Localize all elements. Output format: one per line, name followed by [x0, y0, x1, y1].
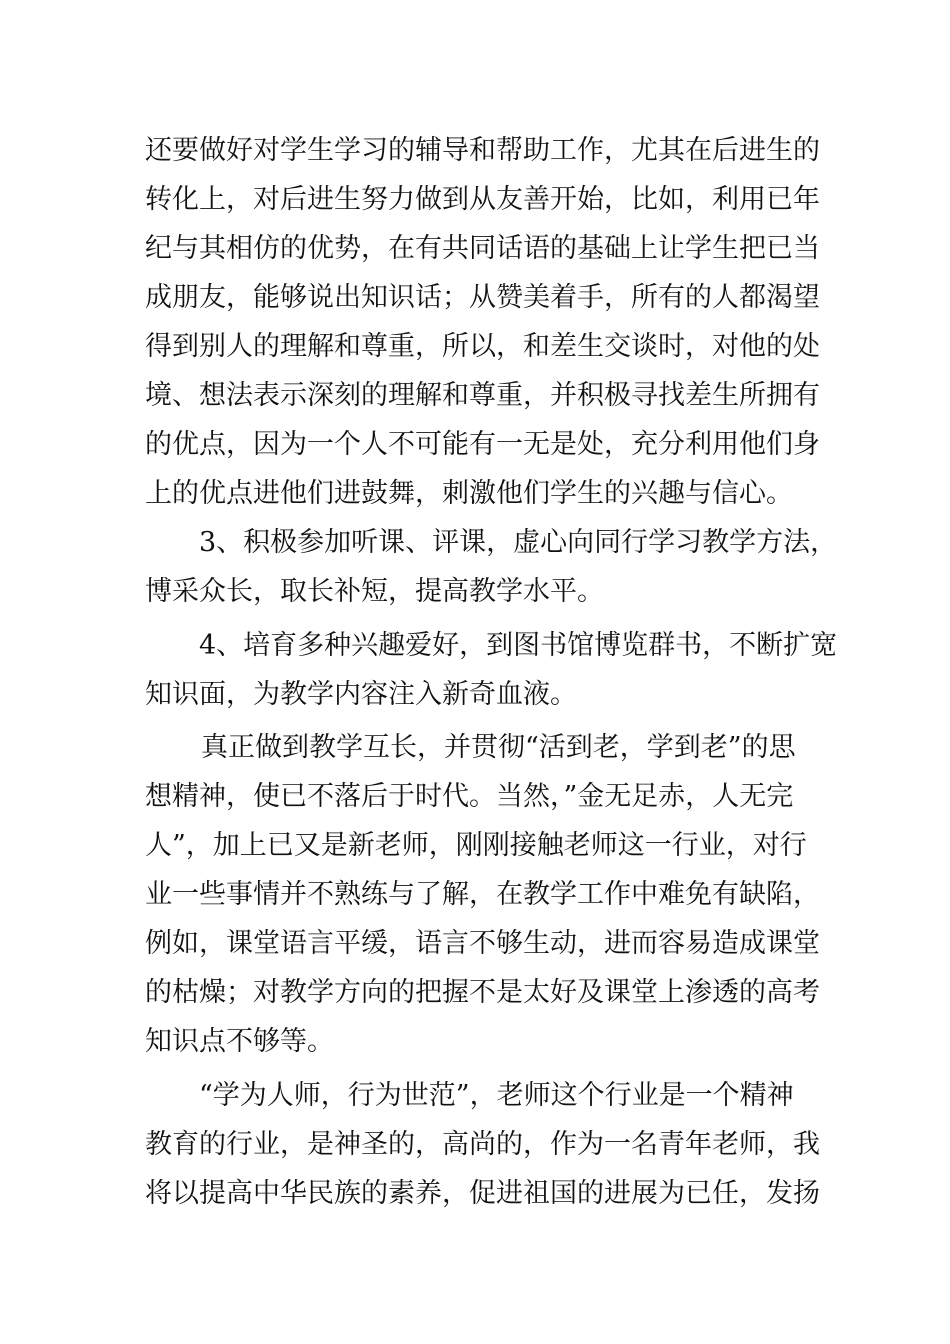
paragraph-5-line-3: 将以提高中华民族的素养，促进祖国的进展为已任，发扬	[145, 1178, 820, 1209]
paragraph-1-line-1: 还要做好对学生学习的辅导和帮助工作，尤其在后进生的	[145, 135, 820, 166]
paragraph-4-line-1: 真正做到教学互长，并贯彻“活到老，学到老”的思	[201, 732, 796, 763]
paragraph-1-line-2: 转化上，对后进生努力做到从友善开始，比如，利用已年	[145, 184, 820, 215]
paragraph-2-line-2: 博采众长，取长补短，提高教学水平。	[145, 576, 604, 607]
paragraph-4-line-4: 业一些事情并不熟练与了解，在教学工作中难免有缺陷，	[145, 879, 820, 910]
paragraph-4-line-6: 的枯燥；对教学方向的把握不是太好及课堂上渗透的高考	[145, 977, 820, 1008]
paragraph-3-line-1: 4、培育多种兴趣爱好，到图书馆博览群书，不断扩宽	[199, 630, 838, 661]
paragraph-1-line-8: 上的优点进他们进鼓舞，刺激他们学生的兴趣与信心。	[145, 478, 793, 509]
paragraph-4-line-3: 人”，加上已又是新老师，刚刚接触老师这一行业，对行	[145, 830, 807, 861]
paragraph-1-line-3: 纪与其相仿的优势，在有共同话语的基础上让学生把已当	[145, 233, 820, 264]
paragraph-1-line-5: 得到别人的理解和尊重，所以，和差生交谈时，对他的处	[145, 331, 820, 362]
paragraph-5-line-2: 教育的行业，是神圣的，高尚的，作为一名青年老师，我	[145, 1129, 820, 1160]
paragraph-1-line-4: 成朋友，能够说出知识话；从赞美着手，所有的人都渴望	[145, 282, 820, 313]
paragraph-1-line-6: 境、想法表示深刻的理解和尊重，并积极寻找差生所拥有	[145, 380, 820, 411]
paragraph-5-line-1: “学为人师，行为世范”，老师这个行业是一个精神	[199, 1080, 794, 1111]
paragraph-2-line-1: 3、积极参加听课、评课，虚心向同行学习教学方法，	[199, 527, 838, 558]
paragraph-1-line-7: 的优点，因为一个人不可能有一无是处，充分利用他们身	[145, 429, 820, 460]
paragraph-4-line-7: 知识点不够等。	[145, 1026, 334, 1057]
paragraph-4-line-5: 例如，课堂语言平缓，语言不够生动，进而容易造成课堂	[145, 928, 820, 959]
paragraph-3-line-2: 知识面，为教学内容注入新奇血液。	[145, 679, 577, 710]
paragraph-4-line-2: 想精神，使已不落后于时代。当然，”金无足赤，人无完	[145, 781, 794, 812]
